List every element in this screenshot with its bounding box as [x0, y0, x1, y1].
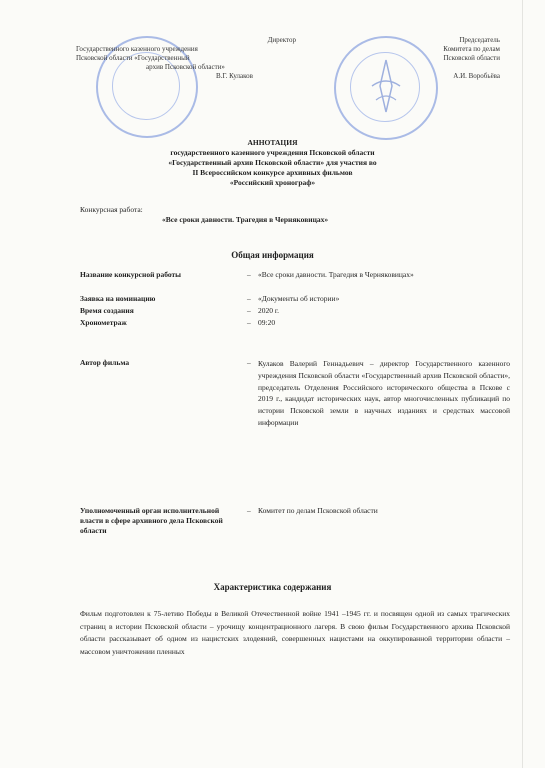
header-line: Государственного казенного учреждения	[76, 45, 198, 53]
dash-separator: –	[247, 306, 251, 315]
dash-separator: –	[247, 318, 251, 327]
info-key: Хронометраж	[80, 318, 127, 327]
info-value: 09:20	[258, 318, 276, 327]
info-value: Кулаков Валерий Геннадьевич – директор Государственного казенного учреждения Псковской области «Государственный архив Псковской области», председатель Отделения Российского исторического общества в Пскове с 2019 г., кандидат исторических наук, автор многочисленных публикаций по истории Псковской земли в научных изданиях и средствах массовой информации	[258, 359, 510, 427]
info-key: Автор фильма	[80, 358, 130, 367]
title-heading: АННОТАЦИЯ	[247, 138, 298, 147]
title-line: «Российский хронограф»	[229, 178, 316, 187]
header-line: Директор	[267, 36, 296, 44]
info-key: Время создания	[80, 306, 134, 315]
characteristics-paragraph: Фильм подготовлен к 75-летию Победы в Великой Отечественной войне 1941 –1945 гг. и посвящен одной из самых трагических страниц в истории Псковской области – урочищу концентрационного лагеря. В свою фильм Государственного архива Псковской области рассказывает об одном из нацистских злодеяний, совершенных нацистами на оккупированной территории области – массовом уничтожении пленных	[80, 609, 510, 656]
contest-work	[80, 205, 329, 224]
header-line: Председатель	[459, 36, 500, 44]
header-line	[380, 63, 500, 72]
approval-block-right	[380, 36, 500, 81]
title-line: II Всероссийском конкурсе архивных фильмов	[192, 168, 353, 177]
film-title: «Все сроки давности. Трагедия в Черняковицах»	[162, 215, 329, 224]
info-key: Заявка на номинацию	[80, 294, 156, 303]
section-heading-general: Общая информация	[231, 250, 314, 260]
info-key: Название конкурсной работы	[80, 270, 182, 279]
header-line: В.Г. Кулаков	[216, 72, 253, 80]
page-fold-shadow	[522, 0, 523, 768]
header-line: А.И. Воробьёва	[453, 72, 500, 80]
info-value: 2020 г.	[258, 306, 279, 315]
info-value: «Все сроки давности. Трагедия в Черняковицах»	[258, 270, 414, 279]
info-key: Уполномоченный орган исполнительной власти в сфере архивного дела Псковской области	[80, 506, 223, 535]
dash-separator: –	[247, 294, 251, 303]
header-line: Псковской области	[443, 54, 500, 62]
section-heading-characteristics: Характеристика содержания	[213, 582, 332, 592]
dash-separator: –	[247, 358, 251, 367]
info-value: «Документы об истории»	[258, 294, 340, 303]
header-line: Псковской области «Государственный	[76, 54, 190, 62]
document-title	[70, 138, 475, 188]
title-line: «Государственный архив Псковской области» для участия во	[168, 158, 377, 167]
header-line: архив Псковской области»	[146, 63, 225, 71]
info-value: Комитет по делам Псковской области	[258, 506, 378, 515]
approval-block-left	[76, 36, 296, 81]
header-line: Комитета по делам	[443, 45, 500, 53]
title-line: государственного казенного учреждения Псковской области	[170, 148, 375, 157]
dash-separator: –	[247, 270, 251, 279]
dash-separator: –	[247, 506, 251, 515]
contest-label: Конкурсная работа:	[80, 205, 143, 214]
